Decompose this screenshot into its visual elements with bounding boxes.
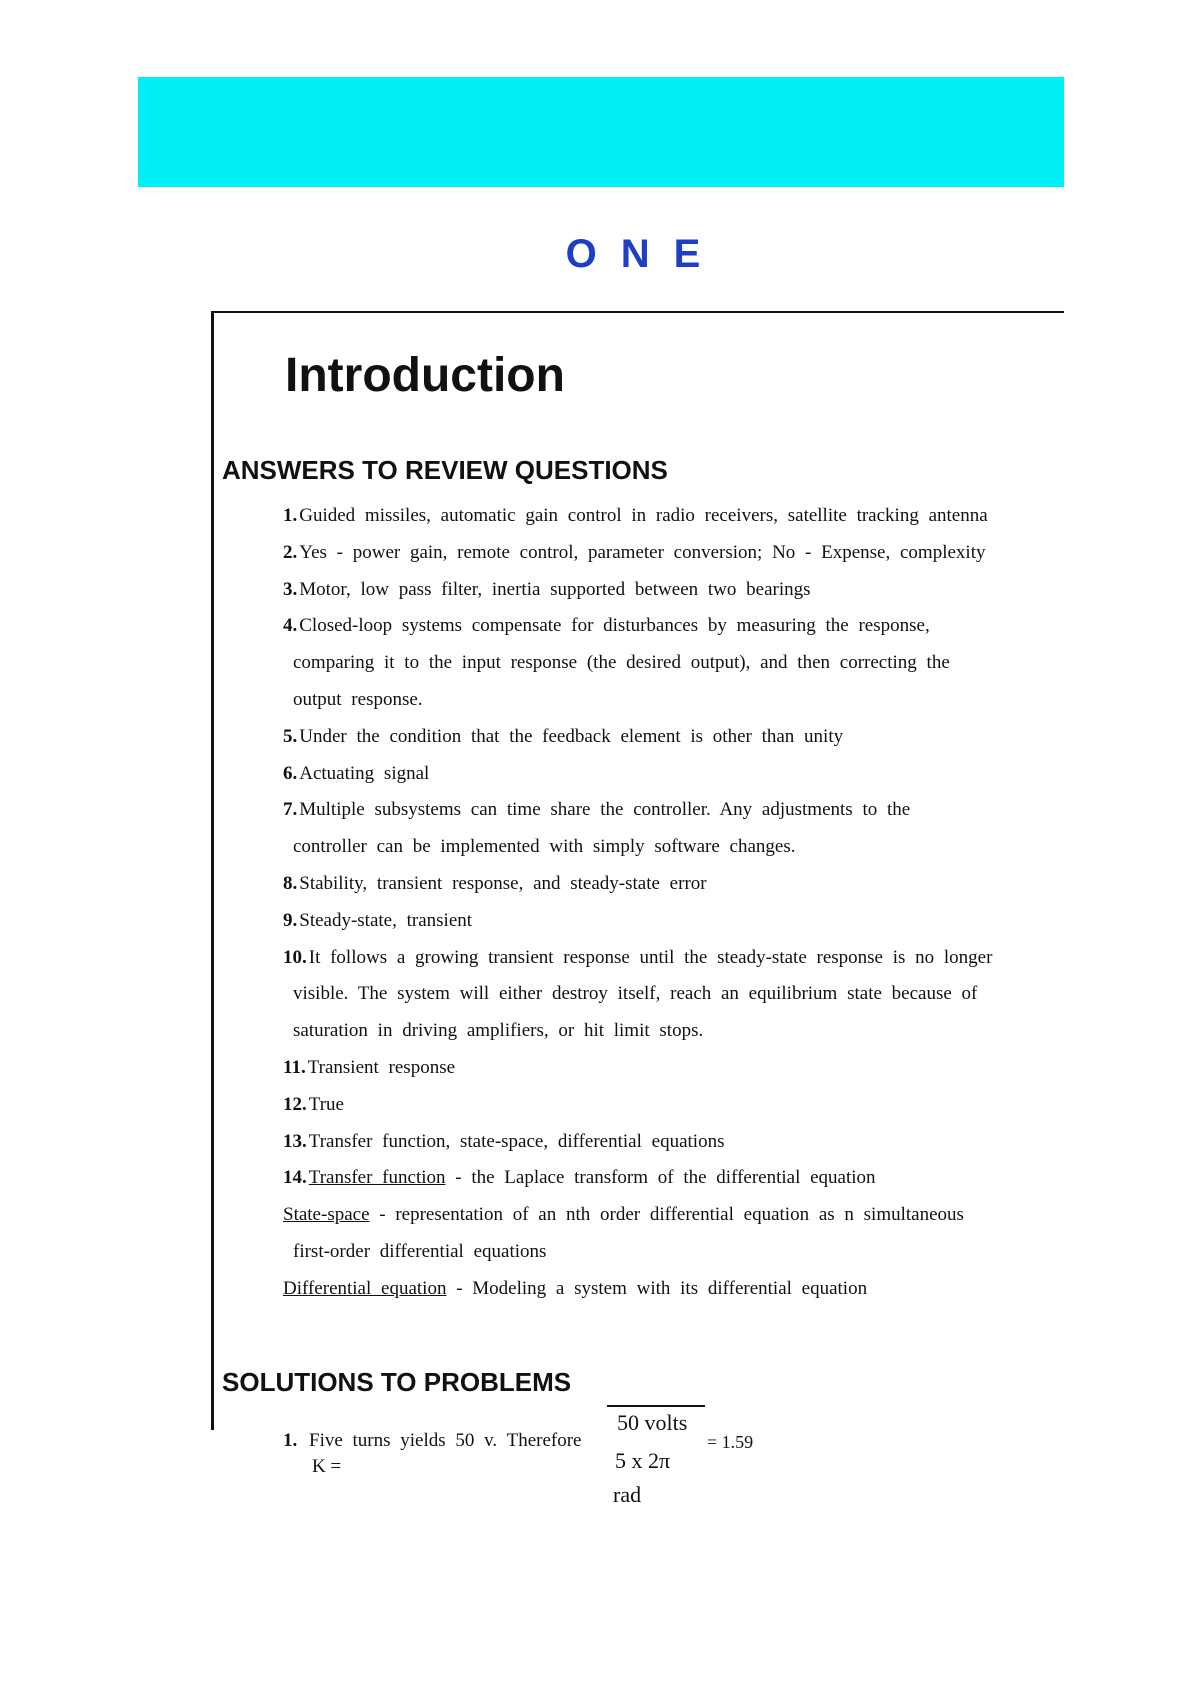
answer-term: Transfer function [308,1167,446,1189]
answer-text: Stability, transient response, and steady-state error [299,872,707,894]
chapter-number: ONE [565,232,725,276]
answer-text: - the Laplace transform of the differential equation [455,1167,876,1189]
answer-line [283,719,1043,756]
answer-line [283,976,1043,1013]
answer-text: Steady-state, transient [299,909,473,931]
answer-text: Under the condition that the feedback element is other than unity [299,725,844,747]
problem-1-number: 1. [283,1430,298,1451]
answer-text: Yes - power gain, remote control, parameter conversion; No - Expense, complexity [299,541,986,563]
answer-line [283,535,1043,572]
answers-heading: ANSWERS TO REVIEW QUESTIONS [222,455,668,485]
answer-line [283,1124,1043,1161]
answer-number: 10. [283,946,307,968]
answer-number: 13. [283,1130,307,1152]
answer-line [283,829,1043,866]
answer-list [283,498,1043,1308]
answer-text: visible. The system will either destroy itself, reach an equilibrium state because of [293,983,978,1005]
answer-text: - Modeling a system with its differential equation [456,1277,868,1299]
answer-line [283,1271,1043,1308]
fraction-result: = 1.59 [707,1432,754,1452]
answer-text: first-order differential equations [293,1240,547,1262]
answer-line [283,1197,1043,1234]
answer-line [283,792,1043,829]
chapter-title: Introduction [285,349,565,402]
solutions-heading: SOLUTIONS TO PROBLEMS [222,1367,572,1397]
answer-number: 12. [283,1093,307,1115]
answer-text: comparing it to the input response (the desired output), and then correcting the [293,652,950,674]
answer-line [283,1234,1043,1271]
answer-text: Actuating signal [299,762,430,784]
answer-line [283,1013,1043,1050]
answer-text: It follows a growing transient response until the steady-state response is no longer [308,946,993,968]
answer-line [283,1050,1043,1087]
fraction-denominator: 5 x 2π [615,1448,671,1473]
answer-text: saturation in driving amplifiers, or hit limit stops. [293,1020,704,1042]
answer-number: 5. [283,725,298,747]
answer-number: 11. [283,1056,306,1078]
answer-number: 2. [283,541,298,563]
answer-text: controller can be implemented with simply software changes. [293,836,796,858]
answer-text: output response. [293,688,423,710]
answer-line [283,1160,1043,1197]
answer-number: 4. [283,615,298,637]
answer-line [283,1087,1043,1124]
answer-term: State-space [283,1204,370,1226]
answer-line [283,903,1043,940]
answer-number: 6. [283,762,298,784]
answer-number: 8. [283,872,298,894]
frame-top-rule [211,311,1064,313]
fraction-bar [607,1405,705,1407]
answer-line [283,682,1043,719]
answer-line [283,645,1043,682]
answer-text: Transfer function, state-space, differential equations [308,1130,725,1152]
problem-1-text: Five turns yields 50 v. Therefore [309,1430,582,1451]
answer-text: True [308,1093,344,1115]
answer-line [283,572,1043,609]
answer-text: Transient response [307,1056,456,1078]
answer-line [283,498,1043,535]
fraction-unit: rad [613,1482,642,1507]
chapter-banner [138,77,1064,187]
answer-line [283,940,1043,977]
answer-number: 3. [283,578,298,600]
answer-text: - representation of an nth order differential equation as n simultaneous [379,1204,964,1226]
answer-number: 14. [283,1167,307,1189]
answer-line [283,756,1043,793]
problem-1-statement [283,1430,581,1452]
frame-left-rule [211,311,214,1430]
answer-term: Differential equation [283,1277,447,1299]
answer-number: 1. [283,505,298,526]
answer-text: Motor, low pass filter, inertia supported between two bearings [299,578,811,600]
fraction-numerator: 50 volts [617,1410,688,1435]
problem-1-lhs: K = [312,1456,342,1477]
answer-line [283,866,1043,903]
answer-text: Guided missiles, automatic gain control in radio receivers, satellite tracking antenna [299,505,988,526]
answer-text: Closed-loop systems compensate for disturbances by measuring the response, [299,615,930,637]
answer-text: Multiple subsystems can time share the controller. Any adjustments to the [299,799,911,821]
answer-number: 9. [283,909,298,931]
answer-number: 7. [283,799,298,821]
answer-line [283,608,1043,645]
